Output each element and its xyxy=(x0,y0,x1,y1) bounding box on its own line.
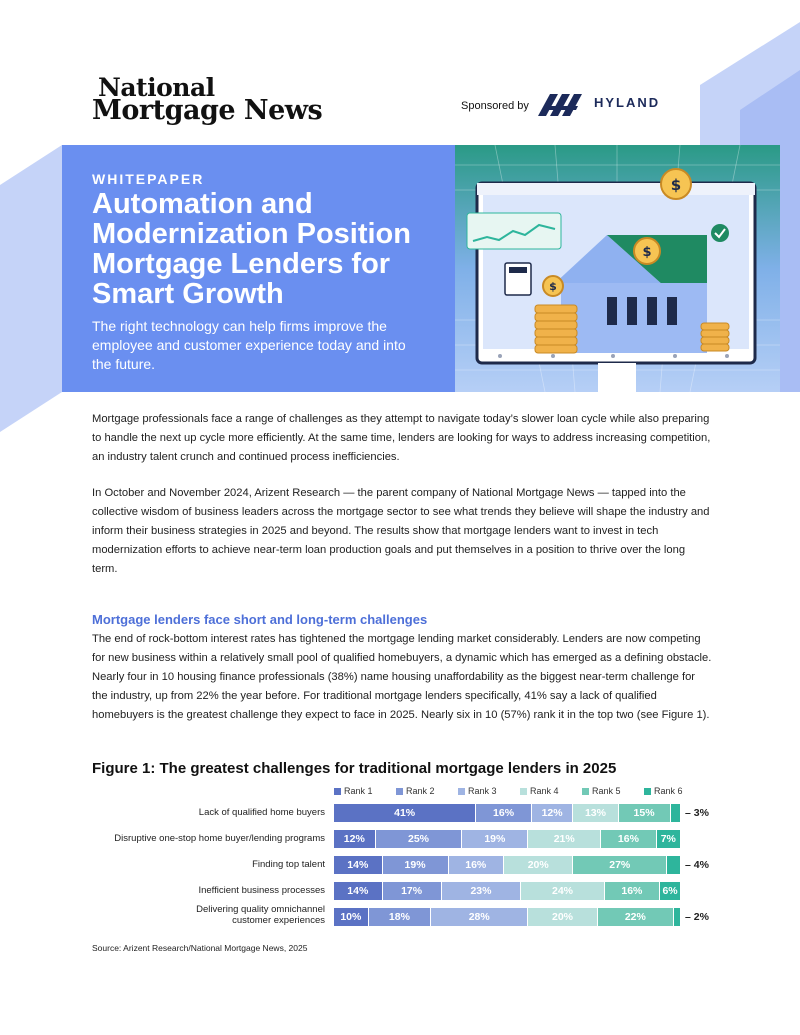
segment-value-label: 27% xyxy=(609,859,631,871)
row-label: Inefficient business processes xyxy=(198,885,325,896)
bar-segment-rank-3 xyxy=(442,882,522,900)
legend-swatch xyxy=(644,788,651,795)
segment-value-label: 21% xyxy=(553,833,575,845)
hero-subtitle: The right technology can help firms improve the employee and customer experience today and into the future. xyxy=(92,318,406,372)
segment-value-label: 23% xyxy=(470,885,492,897)
bar-segment-rank-5 xyxy=(598,908,674,926)
masthead-logo xyxy=(92,73,323,126)
segment-value-label: 20% xyxy=(551,911,573,923)
bar-segment-rank-4 xyxy=(528,908,597,926)
legend-item-rank-2 xyxy=(396,786,458,796)
bar-segment-rank-3 xyxy=(532,804,574,822)
bar-segment-rank-1 xyxy=(334,908,369,926)
legend-item-rank-1 xyxy=(334,786,396,796)
bar-segment-rank-6 xyxy=(667,856,681,874)
stacked-bar xyxy=(334,882,681,900)
legend-label: Rank 6 xyxy=(654,786,683,796)
segment-value-label: 16% xyxy=(465,859,487,871)
row-label: Lack of qualified home buyers xyxy=(198,807,325,818)
intro-paragraph-2: In October and November 2024, Arizent Research — the parent company of National Mortgage News — tapped into the collective wisdom of business leaders across the mortgage sector to see what trends they believe will shape the industry and inform their business strategies in 2025 and beyond. The results show that mortgage lenders want to invest in tech modernization efforts to achieve near-term loan production goals and put themselves in a position to thrive over the long term. xyxy=(92,487,710,575)
masthead-line1: National xyxy=(98,73,215,102)
sponsor-label: Sponsored by xyxy=(461,100,529,112)
segment-value-label: 16% xyxy=(617,833,639,845)
legend-swatch xyxy=(334,788,341,795)
bar-segment-rank-2 xyxy=(369,908,431,926)
segment-value-label: 16% xyxy=(621,885,643,897)
segment-value-label: 19% xyxy=(484,833,506,845)
segment-value-label: 14% xyxy=(347,859,369,871)
section-paragraph: The end of rock-bottom interest rates has tightened the mortgage lending market considerably. Lenders are now competing for new business within a relatively small pool of qualified homebuyers, a dynamic which has emerged as a defining obstacle. Nearly four in 10 housing finance professionals (38%) name housing unaffordability as the biggest near-term challenge for the industry, up from 22% the year before. For traditional mortgage lenders specifically, 41% say a lack of qualified homebuyers is the greatest challenge they expect to face in 2025. Nearly six in 10 (57%) rank it in the top two (see Figure 1). xyxy=(92,633,712,721)
bar-segment-rank-4 xyxy=(573,804,618,822)
legend-label: Rank 4 xyxy=(530,786,559,796)
bar-segment-rank-4 xyxy=(504,856,573,874)
legend-swatch xyxy=(520,788,527,795)
row-label: Disruptive one-stop home buyer/lending programs xyxy=(114,833,325,844)
segment-value-label: 10% xyxy=(340,911,362,923)
figure-source: Source: Arizent Research/National Mortgage News, 2025 xyxy=(92,943,308,953)
bar-segment-rank-1 xyxy=(334,830,376,848)
segment-value-label: 15% xyxy=(633,807,655,819)
segment-value-label: 20% xyxy=(527,859,549,871)
svg-text:$: $ xyxy=(642,245,652,260)
segment-value-label: 16% xyxy=(493,807,515,819)
stacked-bar-chart xyxy=(0,800,800,940)
hero-kicker: WHITEPAPER xyxy=(92,171,205,187)
bar-segment-rank-6 xyxy=(671,804,681,822)
svg-text:$: $ xyxy=(549,280,557,293)
segment-value-label: 12% xyxy=(343,833,365,845)
hero-title: Automation and Modernization Position Mortgage Lenders for Smart Growth xyxy=(92,188,411,310)
section-heading: Mortgage lenders face short and long-term challenges xyxy=(92,612,428,627)
stacked-bar xyxy=(334,908,681,926)
row-label: Finding top talent xyxy=(252,859,325,870)
bar-segment-rank-1 xyxy=(334,882,383,900)
svg-text:$: $ xyxy=(670,176,682,194)
segment-value-label: 12% xyxy=(541,807,563,819)
segment-value-label: 24% xyxy=(551,885,573,897)
bar-segment-rank-3 xyxy=(462,830,528,848)
segment-value-label: 13% xyxy=(584,807,606,819)
bar-segment-rank-6 xyxy=(660,882,681,900)
stacked-bar xyxy=(334,856,681,874)
intro-paragraph-1: Mortgage professionals face a range of challenges as they attempt to navigate today’s slower loan cycle while also preparing to handle the next up cycle more efficiently. At the same time, lenders are looking for ways to address increasing competition, an industry talent crunch and continued process inefficiencies. xyxy=(92,413,711,463)
bar-segment-rank-4 xyxy=(521,882,604,900)
legend-swatch xyxy=(396,788,403,795)
segment-value-label: 6% xyxy=(662,885,678,897)
segment-value-label: 7% xyxy=(660,833,676,845)
stacked-bar xyxy=(334,830,681,848)
segment-value-label: 17% xyxy=(401,885,423,897)
masthead-line2: Mortgage News xyxy=(92,95,323,126)
outside-value-label: – 4% xyxy=(685,859,709,871)
legend-swatch xyxy=(582,788,589,795)
chart-legend xyxy=(334,786,706,796)
stacked-bar xyxy=(334,804,681,822)
bar-segment-rank-2 xyxy=(476,804,532,822)
bar-segment-rank-5 xyxy=(605,882,661,900)
bar-segment-rank-3 xyxy=(431,908,528,926)
bar-segment-rank-6 xyxy=(657,830,681,848)
bar-segment-rank-2 xyxy=(376,830,463,848)
house-finance-illustration xyxy=(455,145,780,392)
legend-swatch xyxy=(458,788,465,795)
legend-item-rank-6 xyxy=(644,786,706,796)
segment-value-label: 22% xyxy=(624,911,646,923)
bar-segment-rank-2 xyxy=(383,882,442,900)
bar-segment-rank-1 xyxy=(334,804,476,822)
legend-label: Rank 5 xyxy=(592,786,621,796)
bar-segment-rank-6 xyxy=(674,908,681,926)
segment-value-label: 14% xyxy=(347,885,369,897)
figure-title: Figure 1: The greatest challenges for traditional mortgage lenders in 2025 xyxy=(92,760,617,777)
bar-segment-rank-2 xyxy=(383,856,449,874)
legend-item-rank-5 xyxy=(582,786,644,796)
legend-label: Rank 1 xyxy=(344,786,373,796)
segment-value-label: 18% xyxy=(388,911,410,923)
segment-value-label: 28% xyxy=(468,911,490,923)
bar-segment-rank-4 xyxy=(528,830,601,848)
outside-value-label: – 2% xyxy=(685,911,709,923)
bar-segment-rank-3 xyxy=(449,856,505,874)
segment-value-label: 19% xyxy=(404,859,426,871)
legend-label: Rank 3 xyxy=(468,786,497,796)
legend-item-rank-4 xyxy=(520,786,582,796)
outside-value-label: – 3% xyxy=(685,807,709,819)
bar-segment-rank-1 xyxy=(334,856,383,874)
row-label: Delivering quality omnichannel customer experiences xyxy=(196,904,325,926)
legend-label: Rank 2 xyxy=(406,786,435,796)
legend-item-rank-3 xyxy=(458,786,520,796)
hyland-wordmark: HYLAND xyxy=(594,95,661,110)
hero-panel xyxy=(62,145,455,392)
bar-segment-rank-5 xyxy=(601,830,657,848)
segment-value-label: 25% xyxy=(407,833,429,845)
segment-value-label: 41% xyxy=(394,807,416,819)
bar-segment-rank-5 xyxy=(619,804,671,822)
bar-segment-rank-5 xyxy=(573,856,667,874)
